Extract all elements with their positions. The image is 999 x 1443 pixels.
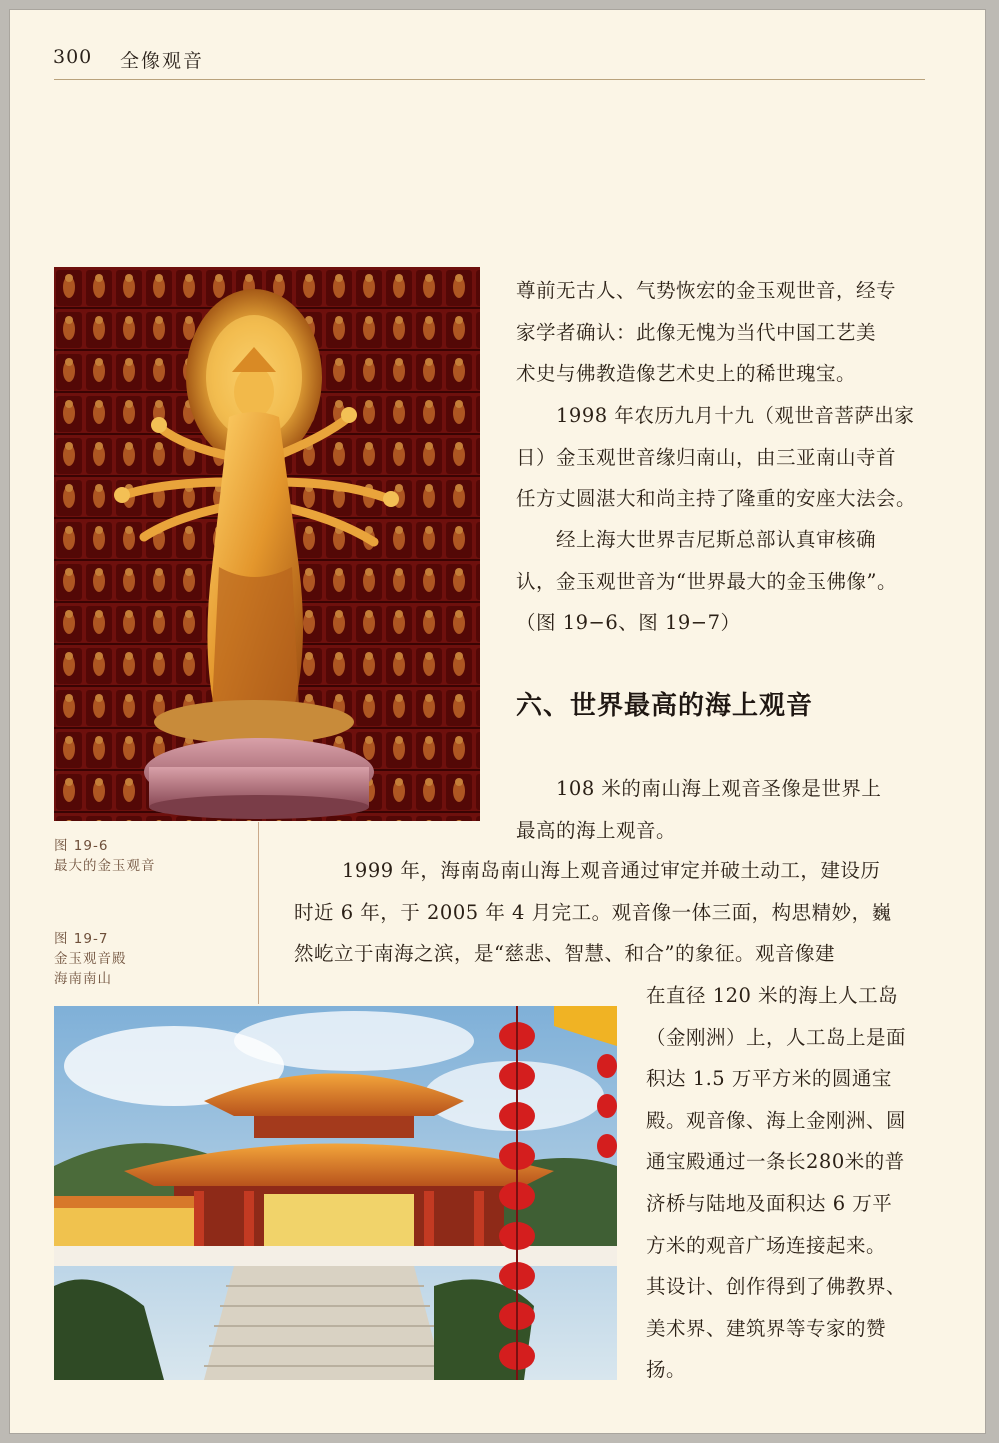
- paragraph-certification: [516, 270, 926, 395]
- caption-number: 图 19-6: [54, 838, 109, 854]
- text-line: 殿。观音像、海上金刚洲、圆: [646, 1108, 907, 1132]
- text-line: 最高的海上观音。: [516, 818, 677, 842]
- text-line: （图 19−6、图 19−7）: [516, 611, 741, 635]
- text-line: 尊前无古人、气势恢宏的金玉观世音，经专: [516, 279, 897, 302]
- text-line: 家学者确认：此像无愧为当代中国工艺美: [516, 320, 877, 344]
- text-line: 济桥与陆地及面积达 6 万平: [646, 1191, 893, 1215]
- caption-title: 最大的金玉观音: [54, 858, 156, 874]
- photo-guanyin-hall: [54, 1006, 617, 1380]
- text-line: 经上海大世界吉尼斯总部认真审核确: [556, 528, 877, 551]
- figure-caption-19-6: [54, 836, 156, 876]
- text-line: 1998 年农历九月十九（观世音菩萨出家: [556, 404, 915, 427]
- text-line: 方米的观音广场连接起来。: [646, 1233, 887, 1257]
- photo-golden-guanyin-statue: [54, 267, 480, 821]
- text-line: 在直径 120 米的海上人工岛: [646, 984, 899, 1007]
- text-line: 术史与佛教造像艺术史上的稀世瑰宝。: [516, 362, 857, 386]
- text-line: 积达 1.5 万平方米的圆通宝: [646, 1067, 892, 1091]
- caption-location: 海南南山: [54, 971, 112, 987]
- text-line: 108 米的南山海上观音圣像是世界上: [556, 777, 882, 800]
- text-line: 然屹立于南海之滨，是“慈悲、智慧、和合”的象征。观音像建: [294, 942, 835, 966]
- text-line: 扬。: [646, 1358, 687, 1382]
- book-page: [10, 10, 985, 1433]
- text-line: 日）金玉观世音缘归南山，由三亚南山寺首: [516, 445, 897, 469]
- paragraph-tallest-intro: [516, 768, 926, 851]
- text-line: （金刚洲）上，人工岛上是面: [646, 1025, 907, 1049]
- page-number: 300: [53, 46, 93, 68]
- caption-divider: [258, 822, 259, 1004]
- text-line: 时近 6 年，于 2005 年 4 月完工。观音像一体三面，构思精妙，巍: [294, 900, 892, 924]
- text-line: 认，金玉观世音为“世界最大的金玉佛像”。: [516, 569, 897, 593]
- text-line: 1999 年，海南岛南山海上观音通过审定并破土动工，建设历: [342, 859, 881, 882]
- text-line: 通宝殿通过一条长280米的普: [646, 1150, 905, 1174]
- text-line: 美术界、建筑界等专家的赞: [646, 1316, 887, 1340]
- running-title: 全像观音: [120, 50, 205, 72]
- paragraph-guinness: [516, 519, 926, 644]
- paragraph-construction-narrow: [646, 975, 926, 1391]
- figure-caption-19-7: [54, 929, 127, 989]
- text-line: 任方丈圆湛大和尚主持了隆重的安座大法会。: [516, 487, 917, 511]
- paragraph-construction-wide: [294, 850, 926, 975]
- header-rule: [54, 79, 925, 80]
- paragraph-enshrinement: [516, 395, 926, 520]
- caption-number: 图 19-7: [54, 931, 109, 947]
- section-heading: 六、世界最高的海上观音: [516, 691, 814, 721]
- text-line: 其设计、创作得到了佛教界、: [646, 1275, 907, 1299]
- caption-title: 金玉观音殿: [54, 951, 127, 967]
